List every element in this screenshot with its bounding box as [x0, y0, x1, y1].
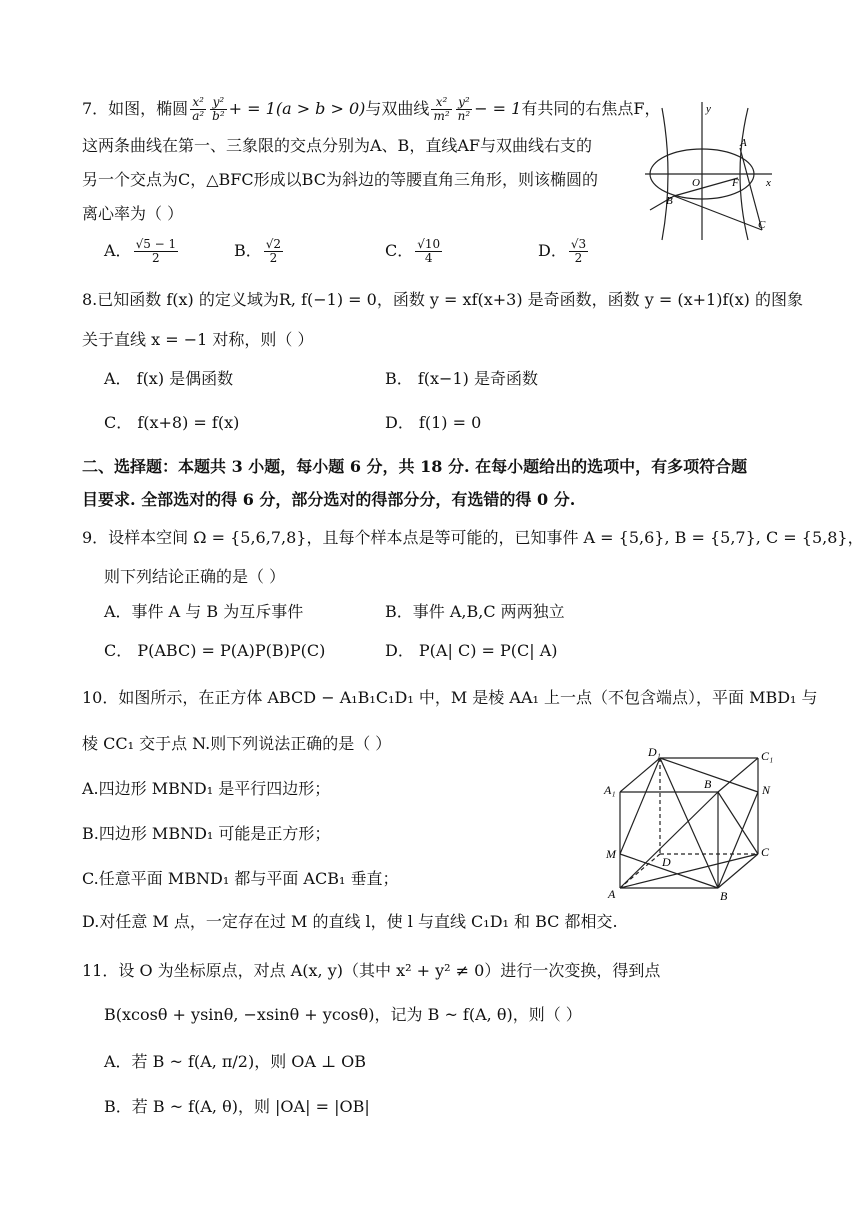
line-BF: [674, 178, 738, 196]
hyperbola-frac-y: $\frac{\text{y²}}{\text{n²}}$: [457, 95, 471, 124]
label-N: N: [762, 783, 771, 797]
label-F: F: [732, 177, 739, 189]
label-A: A: [608, 887, 616, 901]
q10-option-c: C.任意平面 MBND₁ 都与平面 ACB₁ 垂直；: [82, 869, 399, 888]
label-A1: A₁: [604, 783, 616, 797]
q8-option-c: C． f(x+8) = f(x): [104, 413, 240, 432]
q7-line3: 另一个交点为C，△BFC形成以BC为斜边的等腰直角三角形，则该椭圆的: [82, 170, 598, 189]
q7-text-c: 有共同的右焦点F，: [521, 99, 661, 119]
q9-option-b: B．事件 A,B,C 两两独立: [385, 602, 565, 621]
q7-line4: 离心率为（ ）: [82, 204, 184, 223]
line-NB: [718, 792, 758, 888]
label-B1: B: [704, 777, 712, 791]
label-D: D: [662, 855, 671, 869]
q7-opt-a-frac: $\frac{√5 - 1}{2}$: [135, 237, 177, 266]
label-B: B: [720, 889, 728, 902]
q10-option-b: B.四边形 MBND₁ 可能是正方形；: [82, 824, 331, 843]
ellipse-frac-y: $\frac{\text{y²}}{\text{b²}}$: [212, 95, 225, 124]
q9-line2: 则下列结论正确的是（ ）: [104, 567, 286, 586]
q8-option-d: D． f(1) = 0: [385, 413, 482, 432]
label-D1: D₁: [648, 745, 661, 759]
label-C: C: [761, 845, 770, 859]
q9-option-a: A．事件 A 与 B 为互斥事件: [104, 602, 304, 621]
edge-C1B1: [718, 758, 758, 792]
q7-opt-b-label: B．: [234, 241, 262, 261]
q7-opt-c-label: C．: [385, 241, 414, 261]
q7-option-a: [104, 238, 180, 265]
label-M: M: [606, 847, 616, 861]
q7-text-b: 与双曲线: [365, 99, 430, 119]
label-x: x: [766, 177, 771, 189]
q7-opt-a-label: A．: [104, 241, 132, 261]
q7-text-a: 7．如图，椭圆: [82, 99, 189, 119]
label-O: O: [692, 177, 700, 189]
q10-option-d: D.对任意 M 点，一定存在过 M 的直线 l，使 l 与直线 C₁D₁ 和 BC 都相交.: [82, 912, 618, 931]
q8-option-a: A． f(x) 是偶函数: [104, 369, 234, 388]
q7-opt-c-frac: $\frac{√10}{4}$: [417, 237, 441, 266]
q11-option-a: A．若 B ~ f(A, π/2)，则 OA ⊥ OB: [104, 1052, 367, 1071]
q7-line1: [82, 96, 660, 123]
q9-option-c: C． P(ABC) = P(A)P(B)P(C): [104, 641, 326, 660]
q7-option-b: [234, 238, 285, 265]
q11-line1: 11．设 O 为坐标原点，对点 A(x, y)（其中 x² + y² ≠ 0）进行一次变换，得到点: [82, 961, 661, 980]
line-AB1: [620, 792, 718, 888]
q8-line2: 关于直线 x = −1 对称，则（ ）: [82, 330, 314, 349]
ellipse-eq: + = 1(a > b > 0): [228, 99, 366, 119]
label-C: C: [758, 219, 766, 231]
line-BC: [674, 196, 762, 230]
line-B1C: [718, 792, 758, 854]
label-A: A: [740, 137, 747, 149]
q9-option-d: D． P(A| C) = P(C| A): [385, 641, 558, 660]
q7-opt-d-label: D．: [538, 241, 567, 261]
q11-option-b: B．若 B ~ f(A, θ)，则 |OA| = |OB|: [104, 1097, 370, 1116]
q11-line2: B(xcosθ + ysinθ, −xsinθ + ycosθ)，记为 B ~ f(A, θ)，则（ ）: [104, 1005, 582, 1024]
q9-line1: 9．设样本空间 Ω = {5,6,7,8}，且每个样本点是等可能的，已知事件 A = {5,6}, B = {5,7}, C = {5,8}，: [82, 528, 864, 547]
q10-cube-figure: [598, 742, 788, 902]
q7-option-c: [385, 238, 444, 265]
q7-option-d: [538, 238, 590, 265]
q7-figure: [640, 98, 780, 243]
ellipse-frac-x: $\frac{\text{x²}}{\text{a²}}$: [192, 95, 205, 124]
q10-line2: 棱 CC₁ 交于点 N.则下列说法正确的是（ ）: [82, 734, 392, 753]
label-y: y: [706, 103, 711, 115]
hyperbola-eq: − = 1: [474, 99, 522, 119]
q8-line1: 8.已知函数 f(x) 的定义域为R, f(−1) = 0，函数 y = xf(x+3) 是奇函数，函数 y = (x+1)f(x) 的图象: [82, 290, 803, 309]
section2-line2: 目要求. 全部选对的得 6 分，部分选对的得部分分，有选错的得 0 分.: [82, 490, 576, 509]
q7-line2: 这两条曲线在第一、三象限的交点分别为A、B，直线AF与双曲线右支的: [82, 136, 592, 155]
q10-option-a: A.四边形 MBND₁ 是平行四边形；: [82, 779, 331, 798]
q7-opt-b-frac: $\frac{√2}{2}$: [265, 237, 282, 266]
edge-D1A1: [620, 758, 660, 792]
q8-option-b: B． f(x−1) 是奇函数: [385, 369, 538, 388]
hyperbola-frac-x: $\frac{\text{x²}}{\text{m²}}$: [433, 95, 450, 124]
line-D1M: [620, 758, 660, 854]
label-C1: C₁: [761, 749, 774, 763]
label-B: B: [666, 195, 673, 207]
q10-line1: 10．如图所示，在正方体 ABCD − A₁B₁C₁D₁ 中，M 是棱 AA₁ 上一点（不包含端点），平面 MBD₁ 与: [82, 688, 818, 707]
q7-opt-d-frac: $\frac{√3}{2}$: [570, 237, 587, 266]
section2-line1: 二、选择题：本题共 3 小题，每小题 6 分，共 18 分. 在每小题给出的选项中，有多项符合题: [82, 457, 748, 476]
